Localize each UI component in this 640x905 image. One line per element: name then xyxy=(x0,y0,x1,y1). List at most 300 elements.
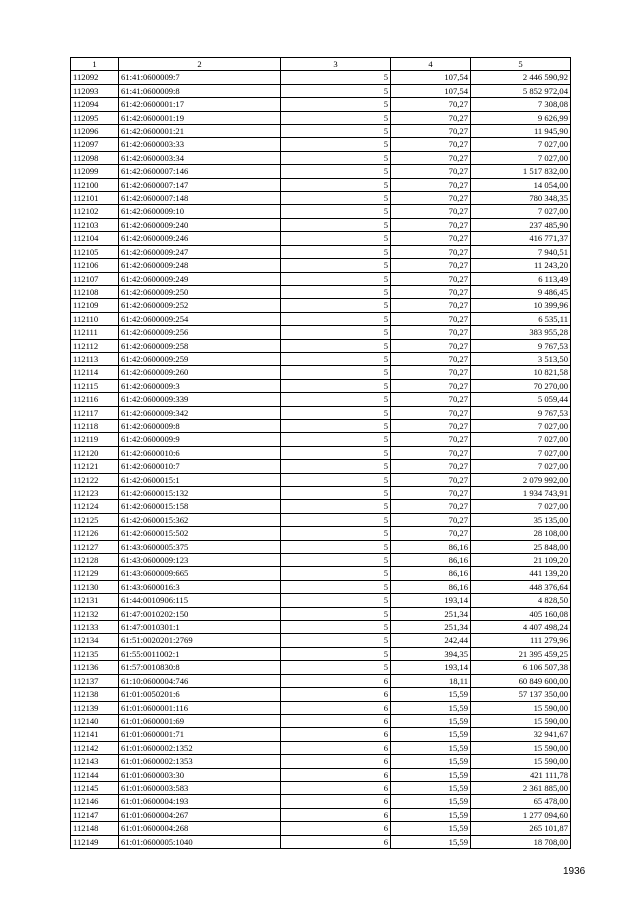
row-number-cell: 112147 xyxy=(71,808,119,821)
rate-cell: 70,27 xyxy=(391,151,471,164)
cadastral-number-cell: 61:01:0600003:583 xyxy=(119,781,281,794)
cadastral-number-cell: 61:42:0600009:9 xyxy=(119,433,281,446)
value-cell: 25 848,00 xyxy=(471,540,571,553)
rate-cell: 15,59 xyxy=(391,795,471,808)
row-number-cell: 112135 xyxy=(71,647,119,660)
cadastral-number-cell: 61:42:0600009:252 xyxy=(119,299,281,312)
value-cell: 265 101,87 xyxy=(471,822,571,835)
table-row xyxy=(71,245,571,258)
cadastral-number-cell: 61:42:0600007:148 xyxy=(119,192,281,205)
value-cell: 14 054,00 xyxy=(471,178,571,191)
table-row xyxy=(71,446,571,459)
value-cell: 10 399,96 xyxy=(471,299,571,312)
row-number-cell: 112114 xyxy=(71,366,119,379)
rate-cell: 107,54 xyxy=(391,71,471,84)
cadastral-number-cell: 61:01:0600001:116 xyxy=(119,701,281,714)
table-row xyxy=(71,352,571,365)
table-row xyxy=(71,540,571,553)
rate-cell: 70,27 xyxy=(391,500,471,513)
cadastral-number-cell: 61:01:0600004:193 xyxy=(119,795,281,808)
rate-cell: 70,27 xyxy=(391,446,471,459)
group-cell: 5 xyxy=(281,272,391,285)
row-number-cell: 112123 xyxy=(71,487,119,500)
table-row xyxy=(71,768,571,781)
table-row xyxy=(71,326,571,339)
table-row xyxy=(71,433,571,446)
row-number-cell: 112100 xyxy=(71,178,119,191)
cadastral-number-cell: 61:44:0010906:115 xyxy=(119,594,281,607)
rate-cell: 70,27 xyxy=(391,487,471,500)
value-cell: 7 027,00 xyxy=(471,205,571,218)
table-row xyxy=(71,419,571,432)
cadastral-number-cell: 61:47:0010202:150 xyxy=(119,607,281,620)
table-row xyxy=(71,647,571,660)
value-cell: 15 590,00 xyxy=(471,755,571,768)
value-cell: 1 277 094,60 xyxy=(471,808,571,821)
row-number-cell: 112102 xyxy=(71,205,119,218)
row-number-cell: 112146 xyxy=(71,795,119,808)
row-number-cell: 112099 xyxy=(71,165,119,178)
row-number-cell: 112094 xyxy=(71,98,119,111)
row-number-cell: 112092 xyxy=(71,71,119,84)
row-number-cell: 112109 xyxy=(71,299,119,312)
cadastral-number-cell: 61:43:0600009:123 xyxy=(119,554,281,567)
rate-cell: 70,27 xyxy=(391,259,471,272)
rate-cell: 70,27 xyxy=(391,285,471,298)
value-cell: 7 027,00 xyxy=(471,151,571,164)
value-cell: 5 852 972,04 xyxy=(471,84,571,97)
row-number-cell: 112129 xyxy=(71,567,119,580)
value-cell: 5 059,44 xyxy=(471,393,571,406)
group-cell: 5 xyxy=(281,245,391,258)
rate-cell: 70,27 xyxy=(391,460,471,473)
value-cell: 11 945,90 xyxy=(471,125,571,138)
row-number-cell: 112122 xyxy=(71,473,119,486)
row-number-cell: 112130 xyxy=(71,580,119,593)
group-cell: 5 xyxy=(281,285,391,298)
value-cell: 15 590,00 xyxy=(471,714,571,727)
rate-cell: 70,27 xyxy=(391,433,471,446)
table-row xyxy=(71,165,571,178)
rate-cell: 15,59 xyxy=(391,768,471,781)
row-number-cell: 112132 xyxy=(71,607,119,620)
group-cell: 5 xyxy=(281,366,391,379)
cadastral-number-cell: 61:42:0600009:256 xyxy=(119,326,281,339)
rate-cell: 107,54 xyxy=(391,84,471,97)
group-cell: 5 xyxy=(281,125,391,138)
rate-cell: 70,27 xyxy=(391,379,471,392)
row-number-cell: 112137 xyxy=(71,674,119,687)
group-cell: 5 xyxy=(281,419,391,432)
row-number-cell: 112121 xyxy=(71,460,119,473)
table-row xyxy=(71,259,571,272)
table-row xyxy=(71,728,571,741)
value-cell: 60 849 600,00 xyxy=(471,674,571,687)
table-row xyxy=(71,567,571,580)
rate-cell: 15,59 xyxy=(391,741,471,754)
cadastral-number-cell: 61:42:0600009:248 xyxy=(119,259,281,272)
group-cell: 5 xyxy=(281,339,391,352)
row-number-cell: 112096 xyxy=(71,125,119,138)
rate-cell: 15,59 xyxy=(391,728,471,741)
row-number-cell: 112105 xyxy=(71,245,119,258)
row-number-cell: 112126 xyxy=(71,527,119,540)
value-cell: 780 348,35 xyxy=(471,192,571,205)
cadastral-number-cell: 61:42:0600009:3 xyxy=(119,379,281,392)
value-cell: 1 934 743,91 xyxy=(471,487,571,500)
cadastral-number-cell: 61:42:0600009:250 xyxy=(119,285,281,298)
rate-cell: 70,27 xyxy=(391,527,471,540)
cadastral-number-cell: 61:01:0600004:268 xyxy=(119,822,281,835)
cadastral-number-cell: 61:42:0600003:34 xyxy=(119,151,281,164)
row-number-cell: 112134 xyxy=(71,634,119,647)
row-number-cell: 112112 xyxy=(71,339,119,352)
cadastral-number-cell: 61:01:0600001:69 xyxy=(119,714,281,727)
row-number-cell: 112141 xyxy=(71,728,119,741)
group-cell: 6 xyxy=(281,822,391,835)
group-cell: 5 xyxy=(281,634,391,647)
rate-cell: 70,27 xyxy=(391,125,471,138)
rate-cell: 15,59 xyxy=(391,822,471,835)
cadastral-number-cell: 61:42:0600001:19 xyxy=(119,111,281,124)
table-row xyxy=(71,835,571,848)
group-cell: 5 xyxy=(281,165,391,178)
value-cell: 10 821,58 xyxy=(471,366,571,379)
cadastral-number-cell: 61:42:0600015:1 xyxy=(119,473,281,486)
cadastral-number-cell: 61:42:0600007:146 xyxy=(119,165,281,178)
value-cell: 21 395 459,25 xyxy=(471,647,571,660)
value-cell: 7 027,00 xyxy=(471,433,571,446)
group-cell: 5 xyxy=(281,661,391,674)
value-cell: 21 109,20 xyxy=(471,554,571,567)
group-cell: 6 xyxy=(281,728,391,741)
group-cell: 5 xyxy=(281,621,391,634)
rate-cell: 70,27 xyxy=(391,245,471,258)
table-row xyxy=(71,808,571,821)
table-row xyxy=(71,218,571,231)
cadastral-number-cell: 61:42:0600009:10 xyxy=(119,205,281,218)
table-row xyxy=(71,500,571,513)
cadastral-number-cell: 61:01:0050201:6 xyxy=(119,688,281,701)
table-row xyxy=(71,71,571,84)
rate-cell: 70,27 xyxy=(391,473,471,486)
table-body xyxy=(71,71,571,849)
cadastral-number-cell: 61:42:0600015:158 xyxy=(119,500,281,513)
rate-cell: 86,16 xyxy=(391,540,471,553)
group-cell: 5 xyxy=(281,527,391,540)
value-cell: 448 376,64 xyxy=(471,580,571,593)
group-cell: 6 xyxy=(281,768,391,781)
table-row xyxy=(71,688,571,701)
row-number-cell: 112139 xyxy=(71,701,119,714)
row-number-cell: 112119 xyxy=(71,433,119,446)
value-cell: 441 139,20 xyxy=(471,567,571,580)
table-row xyxy=(71,366,571,379)
value-cell: 70 270,00 xyxy=(471,379,571,392)
row-number-cell: 112110 xyxy=(71,312,119,325)
group-cell: 5 xyxy=(281,406,391,419)
value-cell: 6 535,11 xyxy=(471,312,571,325)
value-cell: 28 108,00 xyxy=(471,527,571,540)
group-cell: 6 xyxy=(281,688,391,701)
cadastral-number-cell: 61:43:0600005:375 xyxy=(119,540,281,553)
value-cell: 405 160,08 xyxy=(471,607,571,620)
rate-cell: 70,27 xyxy=(391,406,471,419)
group-cell: 6 xyxy=(281,674,391,687)
row-number-cell: 112097 xyxy=(71,138,119,151)
group-cell: 5 xyxy=(281,487,391,500)
rate-cell: 70,27 xyxy=(391,513,471,526)
cadastral-number-cell: 61:42:0600009:247 xyxy=(119,245,281,258)
table-row xyxy=(71,379,571,392)
register-table xyxy=(70,57,571,849)
row-number-cell: 112116 xyxy=(71,393,119,406)
cadastral-number-cell: 61:42:0600009:339 xyxy=(119,393,281,406)
column-header-3: 3 xyxy=(281,58,391,71)
cadastral-number-cell: 61:57:0010830:8 xyxy=(119,661,281,674)
rate-cell: 15,59 xyxy=(391,835,471,848)
table-row xyxy=(71,125,571,138)
cadastral-number-cell: 61:42:0600009:260 xyxy=(119,366,281,379)
rate-cell: 70,27 xyxy=(391,419,471,432)
cadastral-number-cell: 61:42:0600009:254 xyxy=(119,312,281,325)
row-number-cell: 112106 xyxy=(71,259,119,272)
rate-cell: 70,27 xyxy=(391,205,471,218)
row-number-cell: 112113 xyxy=(71,352,119,365)
table-row xyxy=(71,822,571,835)
cadastral-number-cell: 61:43:0600016:3 xyxy=(119,580,281,593)
table-row xyxy=(71,406,571,419)
cadastral-number-cell: 61:01:0600002:1353 xyxy=(119,755,281,768)
value-cell: 2 079 992,00 xyxy=(471,473,571,486)
table-row xyxy=(71,138,571,151)
row-number-cell: 112117 xyxy=(71,406,119,419)
row-number-cell: 112101 xyxy=(71,192,119,205)
table-row xyxy=(71,151,571,164)
table-row xyxy=(71,339,571,352)
group-cell: 5 xyxy=(281,433,391,446)
group-cell: 5 xyxy=(281,192,391,205)
cadastral-number-cell: 61:42:0600003:33 xyxy=(119,138,281,151)
value-cell: 7 027,00 xyxy=(471,446,571,459)
cadastral-number-cell: 61:55:0011002:1 xyxy=(119,647,281,660)
cadastral-number-cell: 61:42:0600009:240 xyxy=(119,218,281,231)
row-number-cell: 112093 xyxy=(71,84,119,97)
rate-cell: 251,34 xyxy=(391,607,471,620)
rate-cell: 242,44 xyxy=(391,634,471,647)
table-row xyxy=(71,98,571,111)
row-number-cell: 112144 xyxy=(71,768,119,781)
group-cell: 5 xyxy=(281,326,391,339)
value-cell: 4 828,50 xyxy=(471,594,571,607)
row-number-cell: 112104 xyxy=(71,232,119,245)
rate-cell: 70,27 xyxy=(391,218,471,231)
value-cell: 35 135,00 xyxy=(471,513,571,526)
value-cell: 9 767,53 xyxy=(471,339,571,352)
group-cell: 5 xyxy=(281,138,391,151)
value-cell: 2 361 885,00 xyxy=(471,781,571,794)
value-cell: 416 771,37 xyxy=(471,232,571,245)
value-cell: 383 955,28 xyxy=(471,326,571,339)
group-cell: 5 xyxy=(281,232,391,245)
cadastral-number-cell: 61:42:0600015:132 xyxy=(119,487,281,500)
table-row xyxy=(71,487,571,500)
group-cell: 6 xyxy=(281,835,391,848)
table-row xyxy=(71,634,571,647)
table-row xyxy=(71,232,571,245)
cadastral-number-cell: 61:41:0600009:8 xyxy=(119,84,281,97)
group-cell: 5 xyxy=(281,84,391,97)
table-row xyxy=(71,513,571,526)
row-number-cell: 112140 xyxy=(71,714,119,727)
table-row xyxy=(71,205,571,218)
row-number-cell: 112095 xyxy=(71,111,119,124)
group-cell: 5 xyxy=(281,473,391,486)
table-row xyxy=(71,178,571,191)
table-row xyxy=(71,272,571,285)
rate-cell: 15,59 xyxy=(391,714,471,727)
row-number-cell: 112128 xyxy=(71,554,119,567)
rate-cell: 70,27 xyxy=(391,326,471,339)
group-cell: 6 xyxy=(281,781,391,794)
rate-cell: 86,16 xyxy=(391,567,471,580)
rate-cell: 15,59 xyxy=(391,755,471,768)
value-cell: 6 113,49 xyxy=(471,272,571,285)
table-row xyxy=(71,473,571,486)
value-cell: 111 279,96 xyxy=(471,634,571,647)
row-number-cell: 112142 xyxy=(71,741,119,754)
cadastral-number-cell: 61:10:0600004:746 xyxy=(119,674,281,687)
group-cell: 6 xyxy=(281,795,391,808)
value-cell: 32 941,67 xyxy=(471,728,571,741)
table-header-row xyxy=(71,58,571,71)
value-cell: 65 478,00 xyxy=(471,795,571,808)
rate-cell: 193,14 xyxy=(391,661,471,674)
cadastral-number-cell: 61:42:0600009:249 xyxy=(119,272,281,285)
value-cell: 11 243,20 xyxy=(471,259,571,272)
group-cell: 6 xyxy=(281,714,391,727)
rate-cell: 70,27 xyxy=(391,366,471,379)
row-number-cell: 112149 xyxy=(71,835,119,848)
rate-cell: 70,27 xyxy=(391,232,471,245)
row-number-cell: 112124 xyxy=(71,500,119,513)
group-cell: 5 xyxy=(281,554,391,567)
rate-cell: 70,27 xyxy=(391,339,471,352)
table-row xyxy=(71,393,571,406)
cadastral-number-cell: 61:41:0600009:7 xyxy=(119,71,281,84)
group-cell: 5 xyxy=(281,393,391,406)
group-cell: 5 xyxy=(281,513,391,526)
row-number-cell: 112133 xyxy=(71,621,119,634)
value-cell: 7 027,00 xyxy=(471,419,571,432)
cadastral-number-cell: 61:42:0600009:8 xyxy=(119,419,281,432)
table-row xyxy=(71,285,571,298)
table-row xyxy=(71,299,571,312)
rate-cell: 86,16 xyxy=(391,580,471,593)
page-number: 1936 xyxy=(563,866,586,877)
rate-cell: 86,16 xyxy=(391,554,471,567)
rate-cell: 70,27 xyxy=(391,111,471,124)
table-row xyxy=(71,621,571,634)
group-cell: 5 xyxy=(281,540,391,553)
cadastral-number-cell: 61:42:0600007:147 xyxy=(119,178,281,191)
rate-cell: 70,27 xyxy=(391,192,471,205)
row-number-cell: 112107 xyxy=(71,272,119,285)
value-cell: 9 767,53 xyxy=(471,406,571,419)
table-row xyxy=(71,674,571,687)
rate-cell: 70,27 xyxy=(391,352,471,365)
value-cell: 6 106 507,38 xyxy=(471,661,571,674)
table-row xyxy=(71,527,571,540)
cadastral-number-cell: 61:42:0600001:21 xyxy=(119,125,281,138)
rate-cell: 70,27 xyxy=(391,98,471,111)
group-cell: 5 xyxy=(281,71,391,84)
row-number-cell: 112127 xyxy=(71,540,119,553)
table-row xyxy=(71,580,571,593)
table-row xyxy=(71,607,571,620)
value-cell: 7 027,00 xyxy=(471,138,571,151)
rate-cell: 15,59 xyxy=(391,688,471,701)
group-cell: 5 xyxy=(281,98,391,111)
group-cell: 5 xyxy=(281,500,391,513)
column-header-1: 1 xyxy=(71,58,119,71)
rate-cell: 251,34 xyxy=(391,621,471,634)
table-row xyxy=(71,701,571,714)
rate-cell: 70,27 xyxy=(391,312,471,325)
cadastral-number-cell: 61:01:0600001:71 xyxy=(119,728,281,741)
group-cell: 6 xyxy=(281,755,391,768)
cadastral-number-cell: 61:01:0600005:1040 xyxy=(119,835,281,848)
rate-cell: 70,27 xyxy=(391,165,471,178)
cadastral-number-cell: 61:01:0600002:1352 xyxy=(119,741,281,754)
cadastral-number-cell: 61:42:0600009:258 xyxy=(119,339,281,352)
cadastral-number-cell: 61:42:0600015:502 xyxy=(119,527,281,540)
table-row xyxy=(71,312,571,325)
group-cell: 6 xyxy=(281,808,391,821)
table-row xyxy=(71,460,571,473)
group-cell: 6 xyxy=(281,701,391,714)
row-number-cell: 112145 xyxy=(71,781,119,794)
row-number-cell: 112098 xyxy=(71,151,119,164)
cadastral-number-cell: 61:42:0600009:342 xyxy=(119,406,281,419)
value-cell: 421 111,78 xyxy=(471,768,571,781)
group-cell: 5 xyxy=(281,178,391,191)
table-row xyxy=(71,795,571,808)
row-number-cell: 112125 xyxy=(71,513,119,526)
group-cell: 5 xyxy=(281,205,391,218)
column-header-4: 4 xyxy=(391,58,471,71)
table-row xyxy=(71,84,571,97)
rate-cell: 18,11 xyxy=(391,674,471,687)
value-cell: 15 590,00 xyxy=(471,741,571,754)
rate-cell: 15,59 xyxy=(391,701,471,714)
value-cell: 4 407 498,24 xyxy=(471,621,571,634)
value-cell: 9 626,99 xyxy=(471,111,571,124)
row-number-cell: 112143 xyxy=(71,755,119,768)
row-number-cell: 112136 xyxy=(71,661,119,674)
group-cell: 5 xyxy=(281,259,391,272)
cadastral-number-cell: 61:47:0010301:1 xyxy=(119,621,281,634)
table-row xyxy=(71,755,571,768)
group-cell: 5 xyxy=(281,111,391,124)
group-cell: 5 xyxy=(281,647,391,660)
group-cell: 5 xyxy=(281,379,391,392)
table-row xyxy=(71,594,571,607)
row-number-cell: 112131 xyxy=(71,594,119,607)
row-number-cell: 112108 xyxy=(71,285,119,298)
group-cell: 5 xyxy=(281,607,391,620)
row-number-cell: 112120 xyxy=(71,446,119,459)
